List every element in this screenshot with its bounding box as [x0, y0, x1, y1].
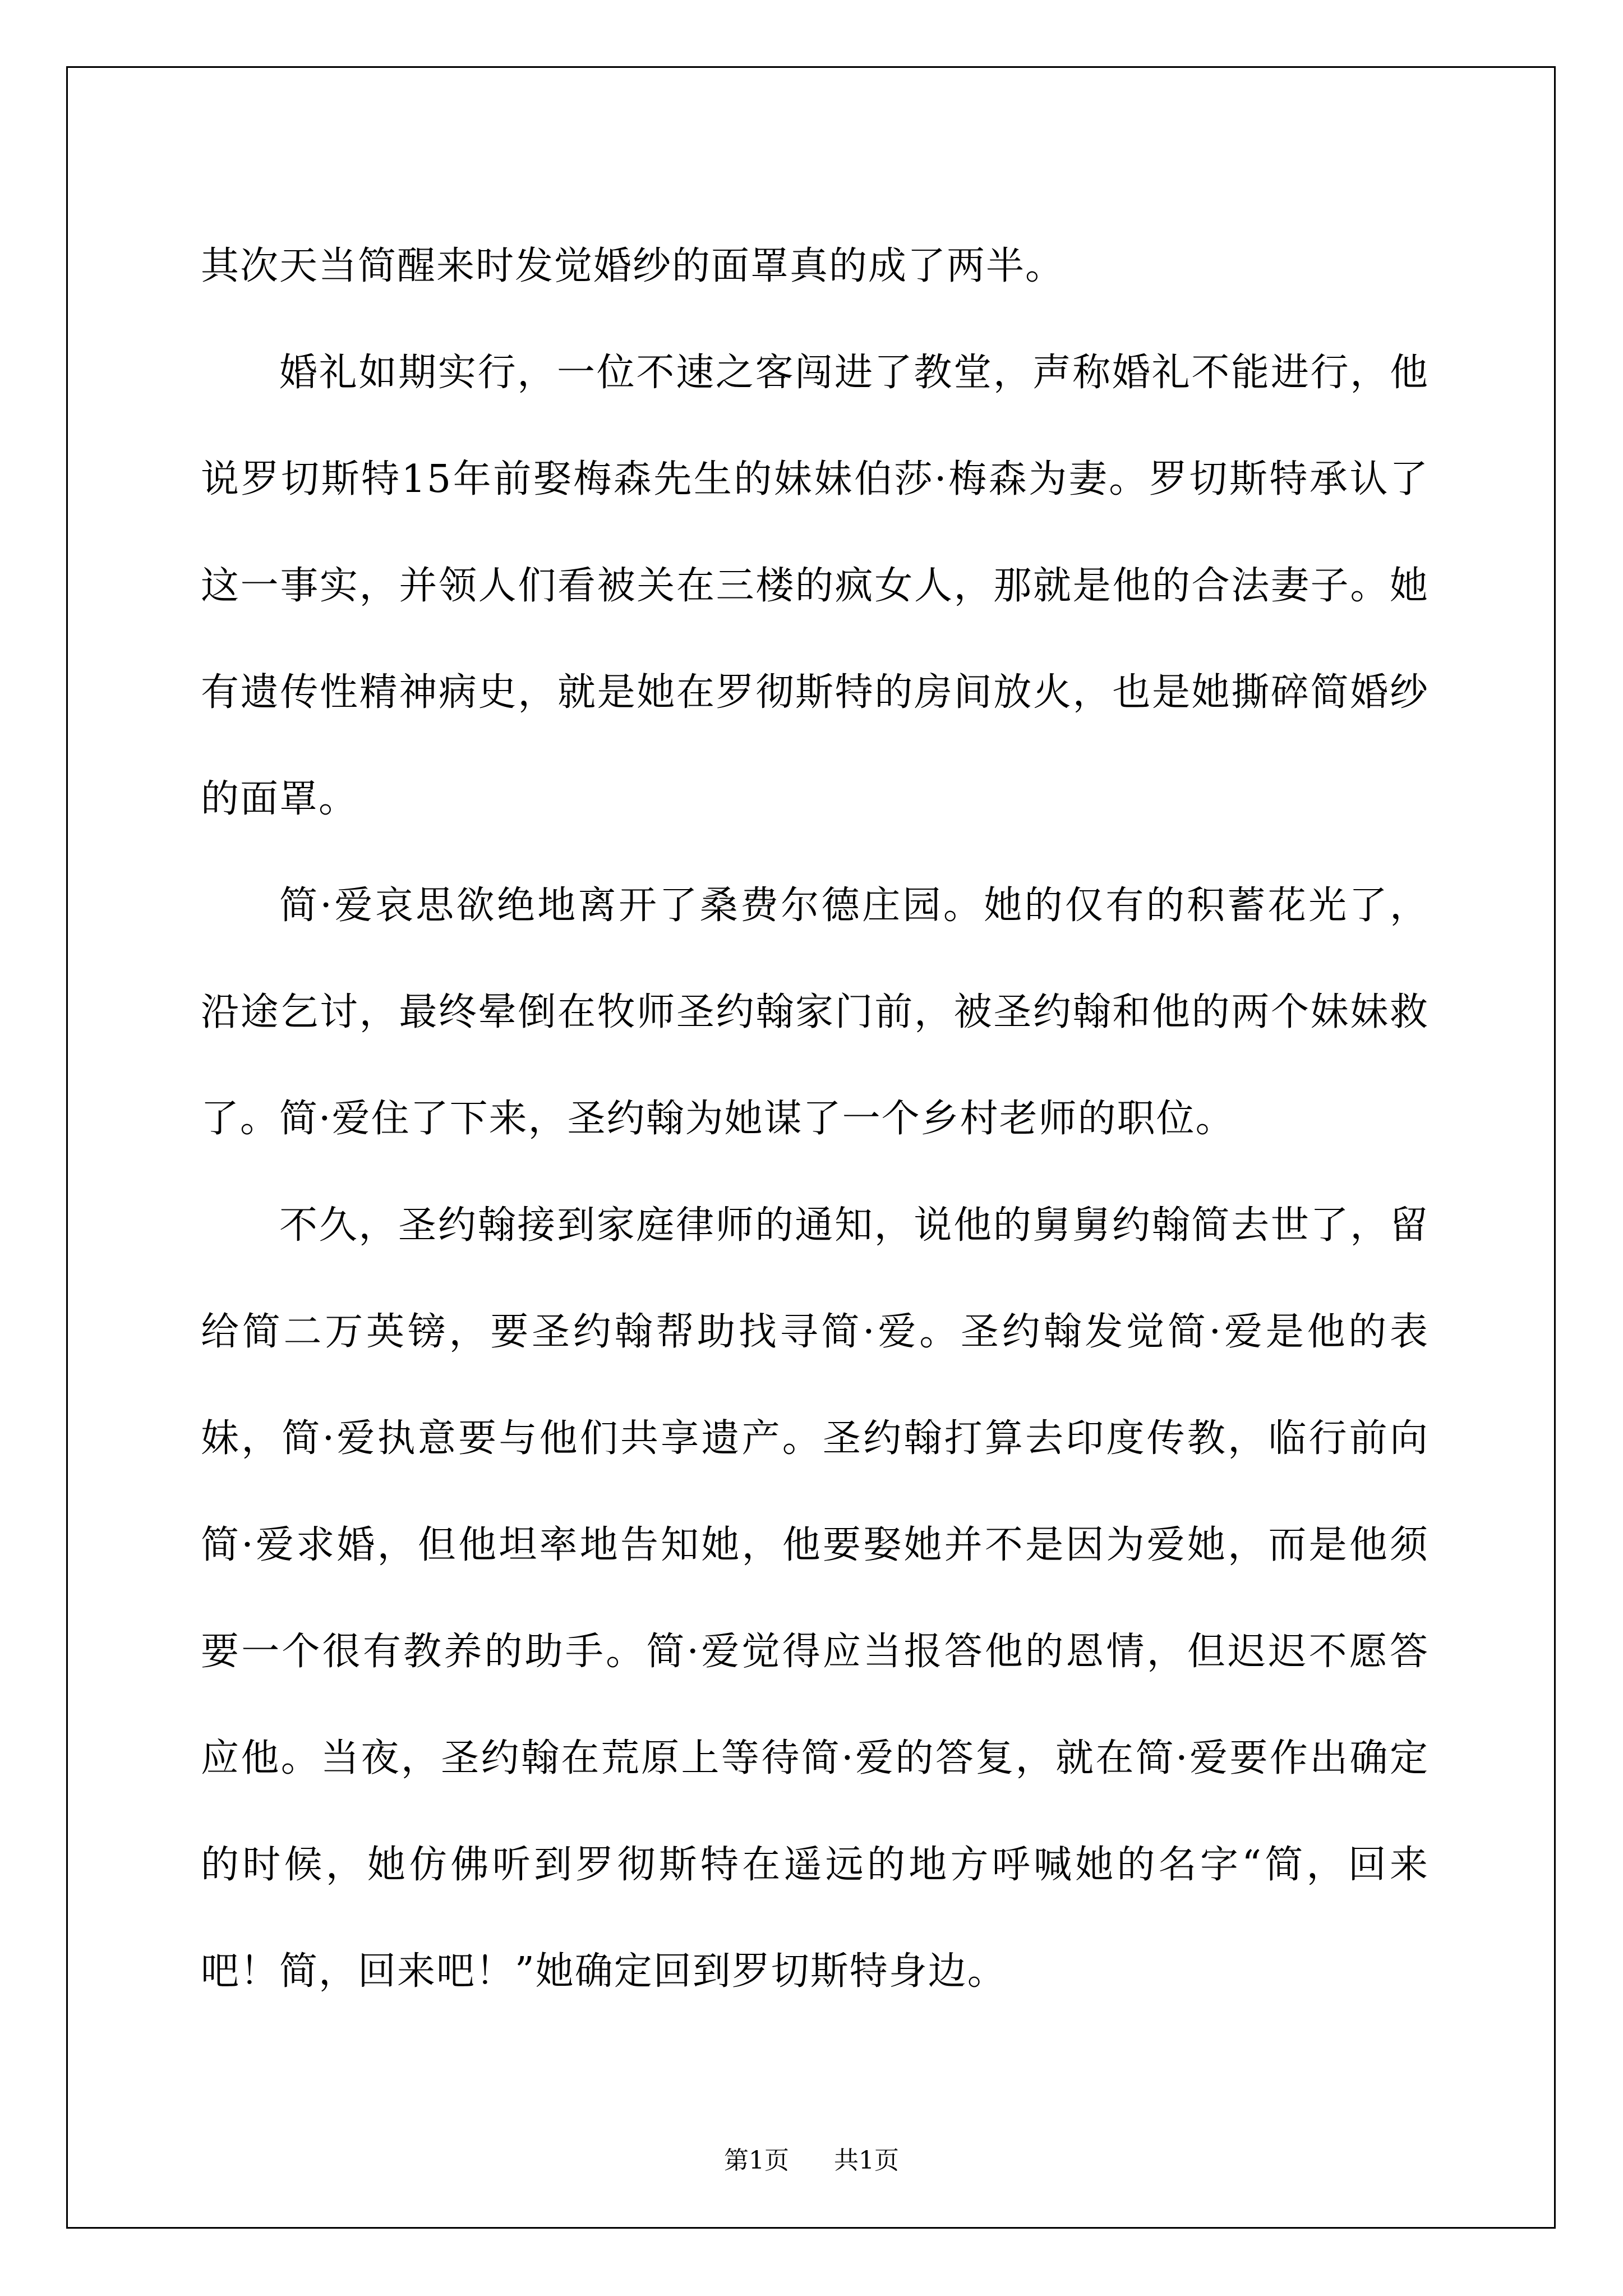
paragraph-4: 不久，圣约翰接到家庭律师的通知，说他的舅舅约翰简去世了，留给简二万英镑，要圣约翰帮助找寻简·爱。圣约翰发觉简·爱是他的表妹，简·爱执意要与他们共享遗产。圣约翰打算去印度传教，临行前向简·爱求婚，但他坦率地告知她，他要娶她并不是因为爱她，而是他须要一个很有教养的助手。简·爱觉得应当报答他的恩情，但迟迟不愿答应他。当夜，圣约翰在荒原上等待简·爱的答复，就在简·爱要作出确定的时候，她仿佛听到罗彻斯特在遥远的地方呼喊她的名字“简，回来吧！简，回来吧！”她确定回到罗切斯特身边。: [201, 1203, 1429, 1994]
document-body: [201, 213, 1429, 2025]
paragraph-2: 婚礼如期实行，一位不速之客闯进了教堂，声称婚礼不能进行，他说罗切斯特15年前娶梅森先生的妹妹伯莎·梅森为妻。罗切斯特承认了这一事实，并领人们看被关在三楼的疯女人，那就是他的合法妻子。她有遗传性精神病史，就是她在罗彻斯特的房间放火，也是她撕碎简婚纱的面罩。: [201, 351, 1429, 821]
page-number: 第1页: [724, 2146, 789, 2175]
page-footer: [0, 2144, 1623, 2178]
paragraph-3: 简·爱哀思欲绝地离开了桑费尔德庄园。她的仅有的积蓄花光了，沿途乞讨，最终晕倒在牧师圣约翰家门前，被圣约翰和他的两个妹妹救了。简·爱住了下来，圣约翰为她谋了一个乡村老师的职位。: [201, 884, 1429, 1141]
paragraph-1: 其次天当简醒来时发觉婚纱的面罩真的成了两半。: [201, 244, 1065, 288]
page-total: 共1页: [834, 2146, 899, 2175]
